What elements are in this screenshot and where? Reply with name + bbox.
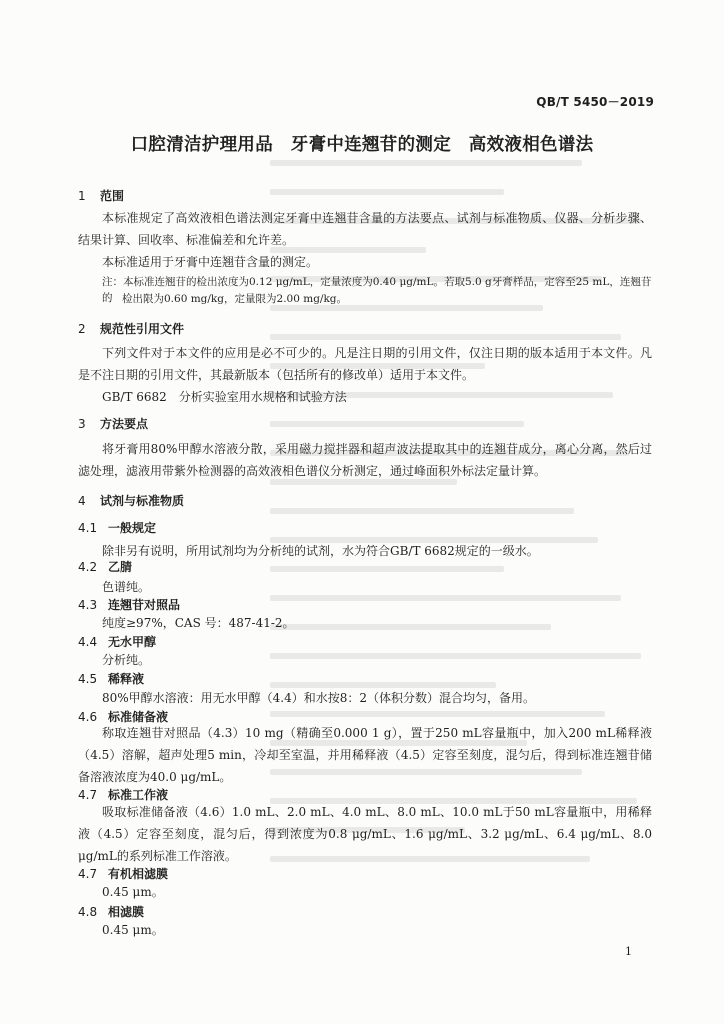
section-1-note-line-1: 注：本标准连翘苷的检出浓度为0.12 μg/mL，定量浓度为0.40 μg/mL。若取5.0 g牙膏样品，定容至25 mL，连翘苷的 (102, 276, 652, 304)
subsection-4-1-heading (78, 519, 156, 536)
subsection-title: 标准工作液 (108, 788, 169, 802)
subsection-title: 连翘苷对照品 (108, 598, 181, 612)
subsection-title: 一般规定 (108, 521, 157, 535)
section-title: 方法要点 (100, 417, 149, 431)
section-2-paragraph-1: 下列文件对于本文件的应用是必不可少的。凡是注日期的引用文件，仅注日期的版本适用于本文件。凡是不注日期的引用文件，其最新版本（包括所有的修改单）适用于本文件。 (78, 346, 652, 382)
subsection-number: 4.3 (78, 598, 98, 612)
subsection-4-8-heading (78, 903, 144, 920)
subsection-4-2-heading (78, 558, 132, 575)
subsection-title: 无水甲醇 (108, 635, 157, 649)
section-title: 规范性引用文件 (100, 322, 185, 336)
subsection-number: 4.4 (78, 635, 98, 649)
subsection-title: 有机相滤膜 (108, 867, 169, 881)
subsection-4-8-text: 0.45 μm。 (102, 923, 164, 937)
subsection-4-5-heading (78, 670, 144, 687)
subsection-number: 4.1 (78, 521, 98, 535)
section-number: 3 (78, 417, 86, 431)
section-3-heading (78, 415, 148, 432)
section-number: 4 (78, 494, 86, 508)
page-number: 1 (625, 945, 632, 958)
section-3-paragraph-1: 将牙膏用80%甲醇水溶液分散，采用磁力搅拌器和超声波法提取其中的连翘苷成分，离心分离，然后过滤处理，滤液用带紫外检测器的高效液相色谱仪分析测定，通过峰面积外标法定量计算。 (78, 442, 652, 478)
subsection-4-6-text: 称取连翘苷对照品（4.3）10 mg（精确至0.000 1 g），置于250 mL容量瓶中，加入200 mL稀释液（4.5）溶解，超声处理5 min，冷却至室温，并用稀释液（4.5）定容至刻度，混匀后，得到标准连翘苷储备溶液浓度为40.0 μg/mL。 (78, 726, 652, 784)
normative-reference: GB/T 6682 分析实验室用水规格和试验方法 (102, 390, 347, 404)
subsection-title: 稀释液 (108, 672, 145, 686)
subsection-4-4-heading (78, 633, 156, 650)
subsection-number: 4.2 (78, 560, 98, 574)
section-1-heading (78, 187, 124, 204)
section-2-heading (78, 320, 184, 337)
subsection-number: 4.8 (78, 905, 98, 919)
subsection-4-5-text: 80%甲醇水溶液：用无水甲醇（4.4）和水按8：2（体积分数）混合均匀，备用。 (102, 691, 536, 705)
document-title: 口腔清洁护理用品 牙膏中连翘苷的测定 高效液相色谱法 (130, 135, 594, 155)
subsection-title: 标准储备液 (108, 710, 169, 724)
subsection-title: 相滤膜 (108, 905, 145, 919)
section-1-note-line-2: 检出限为0.60 mg/kg，定量限为2.00 mg/kg。 (122, 293, 348, 305)
subsection-4-2-text: 色谱纯。 (102, 580, 151, 594)
section-number: 2 (78, 322, 86, 336)
subsection-title: 乙腈 (108, 560, 133, 574)
section-1-paragraph-2: 本标准适用于牙膏中连翘苷含量的测定。 (102, 255, 319, 269)
subsection-number: 4.7 (78, 788, 98, 802)
subsection-4-3-text: 纯度≥97%，CAS 号：487-41-2。 (102, 616, 295, 630)
standard-number: QB/T 5450－2019 (536, 95, 654, 109)
section-title: 范围 (100, 189, 125, 203)
subsection-number: 4.7 (78, 867, 98, 881)
subsection-4-7b-heading (78, 865, 168, 882)
section-number: 1 (78, 189, 86, 203)
subsection-number: 4.6 (78, 710, 98, 724)
subsection-4-7-text: 吸取标准储备液（4.6）1.0 mL、2.0 mL、4.0 mL、8.0 mL、10.0 mL于50 mL容量瓶中，用稀释液（4.5）定容至刻度，混匀后，得到浓度为0.8 μg/mL、1.6 μg/mL、3.2 μg/mL、6.4 μg/mL、8.0 μg/mL的系列标准工作溶液。 (78, 805, 652, 863)
subsection-number: 4.5 (78, 672, 98, 686)
subsection-4-7b-text: 0.45 μm。 (102, 885, 164, 899)
subsection-4-3-heading (78, 596, 180, 613)
subsection-4-1-text: 除非另有说明，所用试剂均为分析纯的试剂，水为符合GB/T 6682规定的一级水。 (102, 544, 539, 558)
subsection-4-4-text: 分析纯。 (102, 653, 151, 667)
section-4-heading (78, 492, 184, 509)
section-1-paragraph-1: 本标准规定了高效液相色谱法测定牙膏中连翘苷含量的方法要点、试剂与标准物质、仪器、分析步骤、结果计算、回收率、标准偏差和允许差。 (78, 211, 652, 247)
section-title: 试剂与标准物质 (100, 494, 185, 508)
